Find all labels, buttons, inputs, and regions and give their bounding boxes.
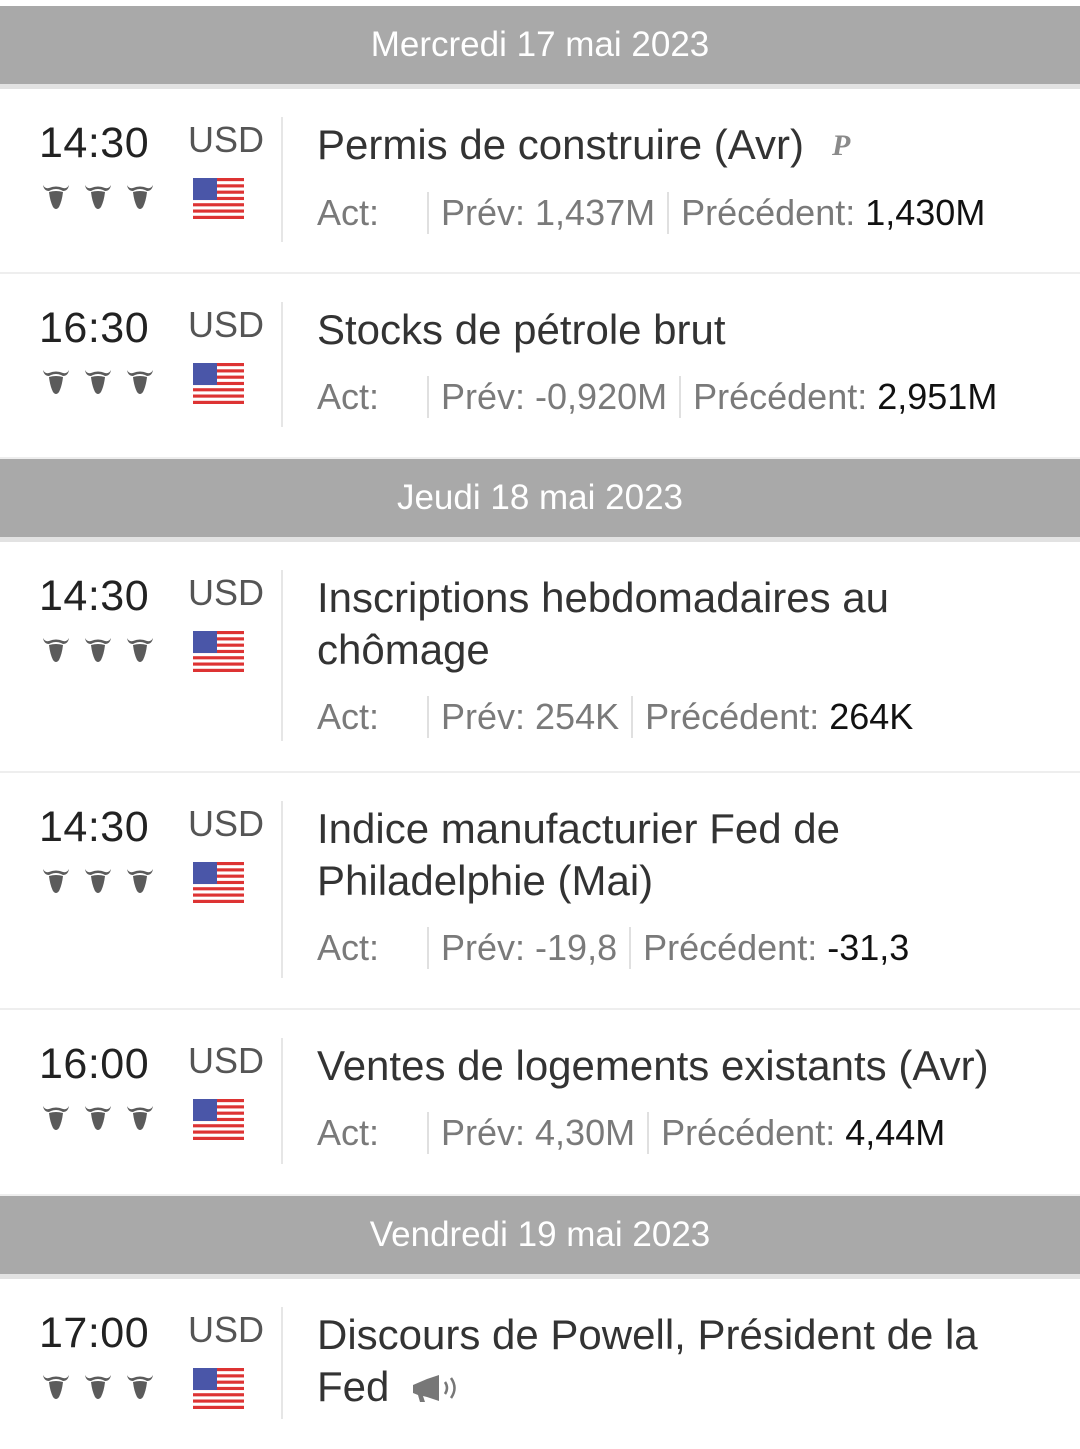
event-detail bbox=[317, 542, 1080, 740]
event-detail bbox=[317, 773, 1080, 971]
previous-stat: Précédent: -31,3 bbox=[643, 927, 910, 968]
actual-stat: Act: bbox=[317, 1112, 380, 1153]
us-flag-icon bbox=[193, 862, 244, 903]
event-time: 17:00 bbox=[39, 1309, 150, 1357]
event-meta bbox=[0, 274, 282, 457]
event-time: 16:00 bbox=[39, 1040, 150, 1088]
event-currency: USD bbox=[188, 119, 265, 160]
preliminary-badge: P bbox=[832, 129, 851, 162]
speaker-icon bbox=[409, 1373, 465, 1403]
divider bbox=[281, 302, 283, 427]
us-flag-icon bbox=[193, 178, 244, 219]
importance-rating bbox=[40, 366, 156, 398]
event-title: Inscriptions hebdomadaires au chômage bbox=[317, 574, 890, 673]
event-title: Stocks de pétrole brut bbox=[317, 306, 726, 353]
importance-rating bbox=[40, 865, 156, 897]
event-row[interactable] bbox=[0, 89, 1080, 274]
bull-icon bbox=[40, 366, 72, 398]
event-stats bbox=[317, 694, 1040, 740]
bull-icon bbox=[40, 1371, 72, 1403]
us-flag-icon bbox=[193, 631, 244, 672]
event-currency: USD bbox=[188, 304, 265, 345]
previous-stat: Précédent: 1,430M bbox=[681, 192, 986, 233]
event-title: Indice manufacturier Fed de Philadelphie (Mai) bbox=[317, 805, 840, 904]
previous-stat: Précédent: 4,44M bbox=[661, 1112, 946, 1153]
event-detail bbox=[317, 1010, 1080, 1156]
divider bbox=[281, 1038, 283, 1164]
us-flag-icon bbox=[193, 1368, 244, 1409]
event-currency: USD bbox=[188, 572, 265, 613]
event-stats bbox=[317, 374, 1040, 420]
day-header: Jeudi 18 mai 2023 bbox=[0, 459, 1080, 542]
event-row[interactable] bbox=[0, 274, 1080, 459]
event-meta bbox=[0, 1279, 282, 1449]
forecast-stat: Prév: -19,8 bbox=[441, 927, 618, 968]
event-meta bbox=[0, 542, 282, 771]
previous-stat: Précédent: 264K bbox=[645, 696, 914, 737]
bull-icon bbox=[40, 634, 72, 666]
event-title: Ventes de logements existants (Avr) bbox=[317, 1042, 989, 1089]
bull-icon bbox=[124, 181, 156, 213]
event-detail bbox=[317, 1279, 1080, 1413]
event-stats bbox=[317, 925, 1040, 971]
bull-icon bbox=[124, 1371, 156, 1403]
event-currency: USD bbox=[188, 1309, 265, 1350]
divider bbox=[281, 801, 283, 978]
actual-stat: Act: bbox=[317, 192, 380, 233]
bull-icon bbox=[82, 1102, 114, 1134]
event-detail bbox=[317, 89, 1080, 236]
event-time: 14:30 bbox=[39, 119, 150, 167]
forecast-stat: Prév: 254K bbox=[441, 696, 620, 737]
forecast-stat: Prév: -0,920M bbox=[441, 376, 668, 417]
bull-icon bbox=[82, 634, 114, 666]
event-meta bbox=[0, 773, 282, 1008]
bull-icon bbox=[82, 1371, 114, 1403]
event-row[interactable] bbox=[0, 1010, 1080, 1196]
event-detail bbox=[317, 274, 1080, 420]
bull-icon bbox=[82, 865, 114, 897]
event-currency: USD bbox=[188, 1040, 265, 1081]
forecast-stat: Prév: 1,437M bbox=[441, 192, 656, 233]
event-time: 14:30 bbox=[39, 803, 150, 851]
actual-stat: Act: bbox=[317, 927, 380, 968]
actual-stat: Act: bbox=[317, 376, 380, 417]
forecast-stat: Prév: 4,30M bbox=[441, 1112, 636, 1153]
event-title: Permis de construire (Avr) P bbox=[317, 121, 851, 168]
bull-icon bbox=[124, 634, 156, 666]
bull-icon bbox=[40, 1102, 72, 1134]
day-header: Vendredi 19 mai 2023 bbox=[0, 1196, 1080, 1279]
importance-rating bbox=[40, 181, 156, 213]
bull-icon bbox=[82, 366, 114, 398]
day-header: Mercredi 17 mai 2023 bbox=[0, 6, 1080, 89]
event-meta bbox=[0, 89, 282, 272]
importance-rating bbox=[40, 1371, 156, 1403]
bull-icon bbox=[124, 1102, 156, 1134]
event-row[interactable] bbox=[0, 1279, 1080, 1449]
actual-stat: Act: bbox=[317, 696, 380, 737]
event-time: 16:30 bbox=[39, 304, 150, 352]
event-stats bbox=[317, 190, 1040, 236]
importance-rating bbox=[40, 1102, 156, 1134]
previous-stat: Précédent: 2,951M bbox=[693, 376, 998, 417]
us-flag-icon bbox=[193, 1099, 244, 1140]
divider bbox=[281, 570, 283, 741]
event-title: Discours de Powell, Président de la Fed bbox=[317, 1311, 978, 1410]
bull-icon bbox=[40, 865, 72, 897]
importance-rating bbox=[40, 634, 156, 666]
bull-icon bbox=[124, 865, 156, 897]
divider bbox=[281, 1307, 283, 1419]
bull-icon bbox=[124, 366, 156, 398]
us-flag-icon bbox=[193, 363, 244, 404]
bull-icon bbox=[82, 181, 114, 213]
event-stats bbox=[317, 1110, 1040, 1156]
divider bbox=[281, 117, 283, 242]
event-row[interactable] bbox=[0, 542, 1080, 773]
event-row[interactable] bbox=[0, 773, 1080, 1010]
event-currency: USD bbox=[188, 803, 265, 844]
event-meta bbox=[0, 1010, 282, 1194]
event-time: 14:30 bbox=[39, 572, 150, 620]
bull-icon bbox=[40, 181, 72, 213]
